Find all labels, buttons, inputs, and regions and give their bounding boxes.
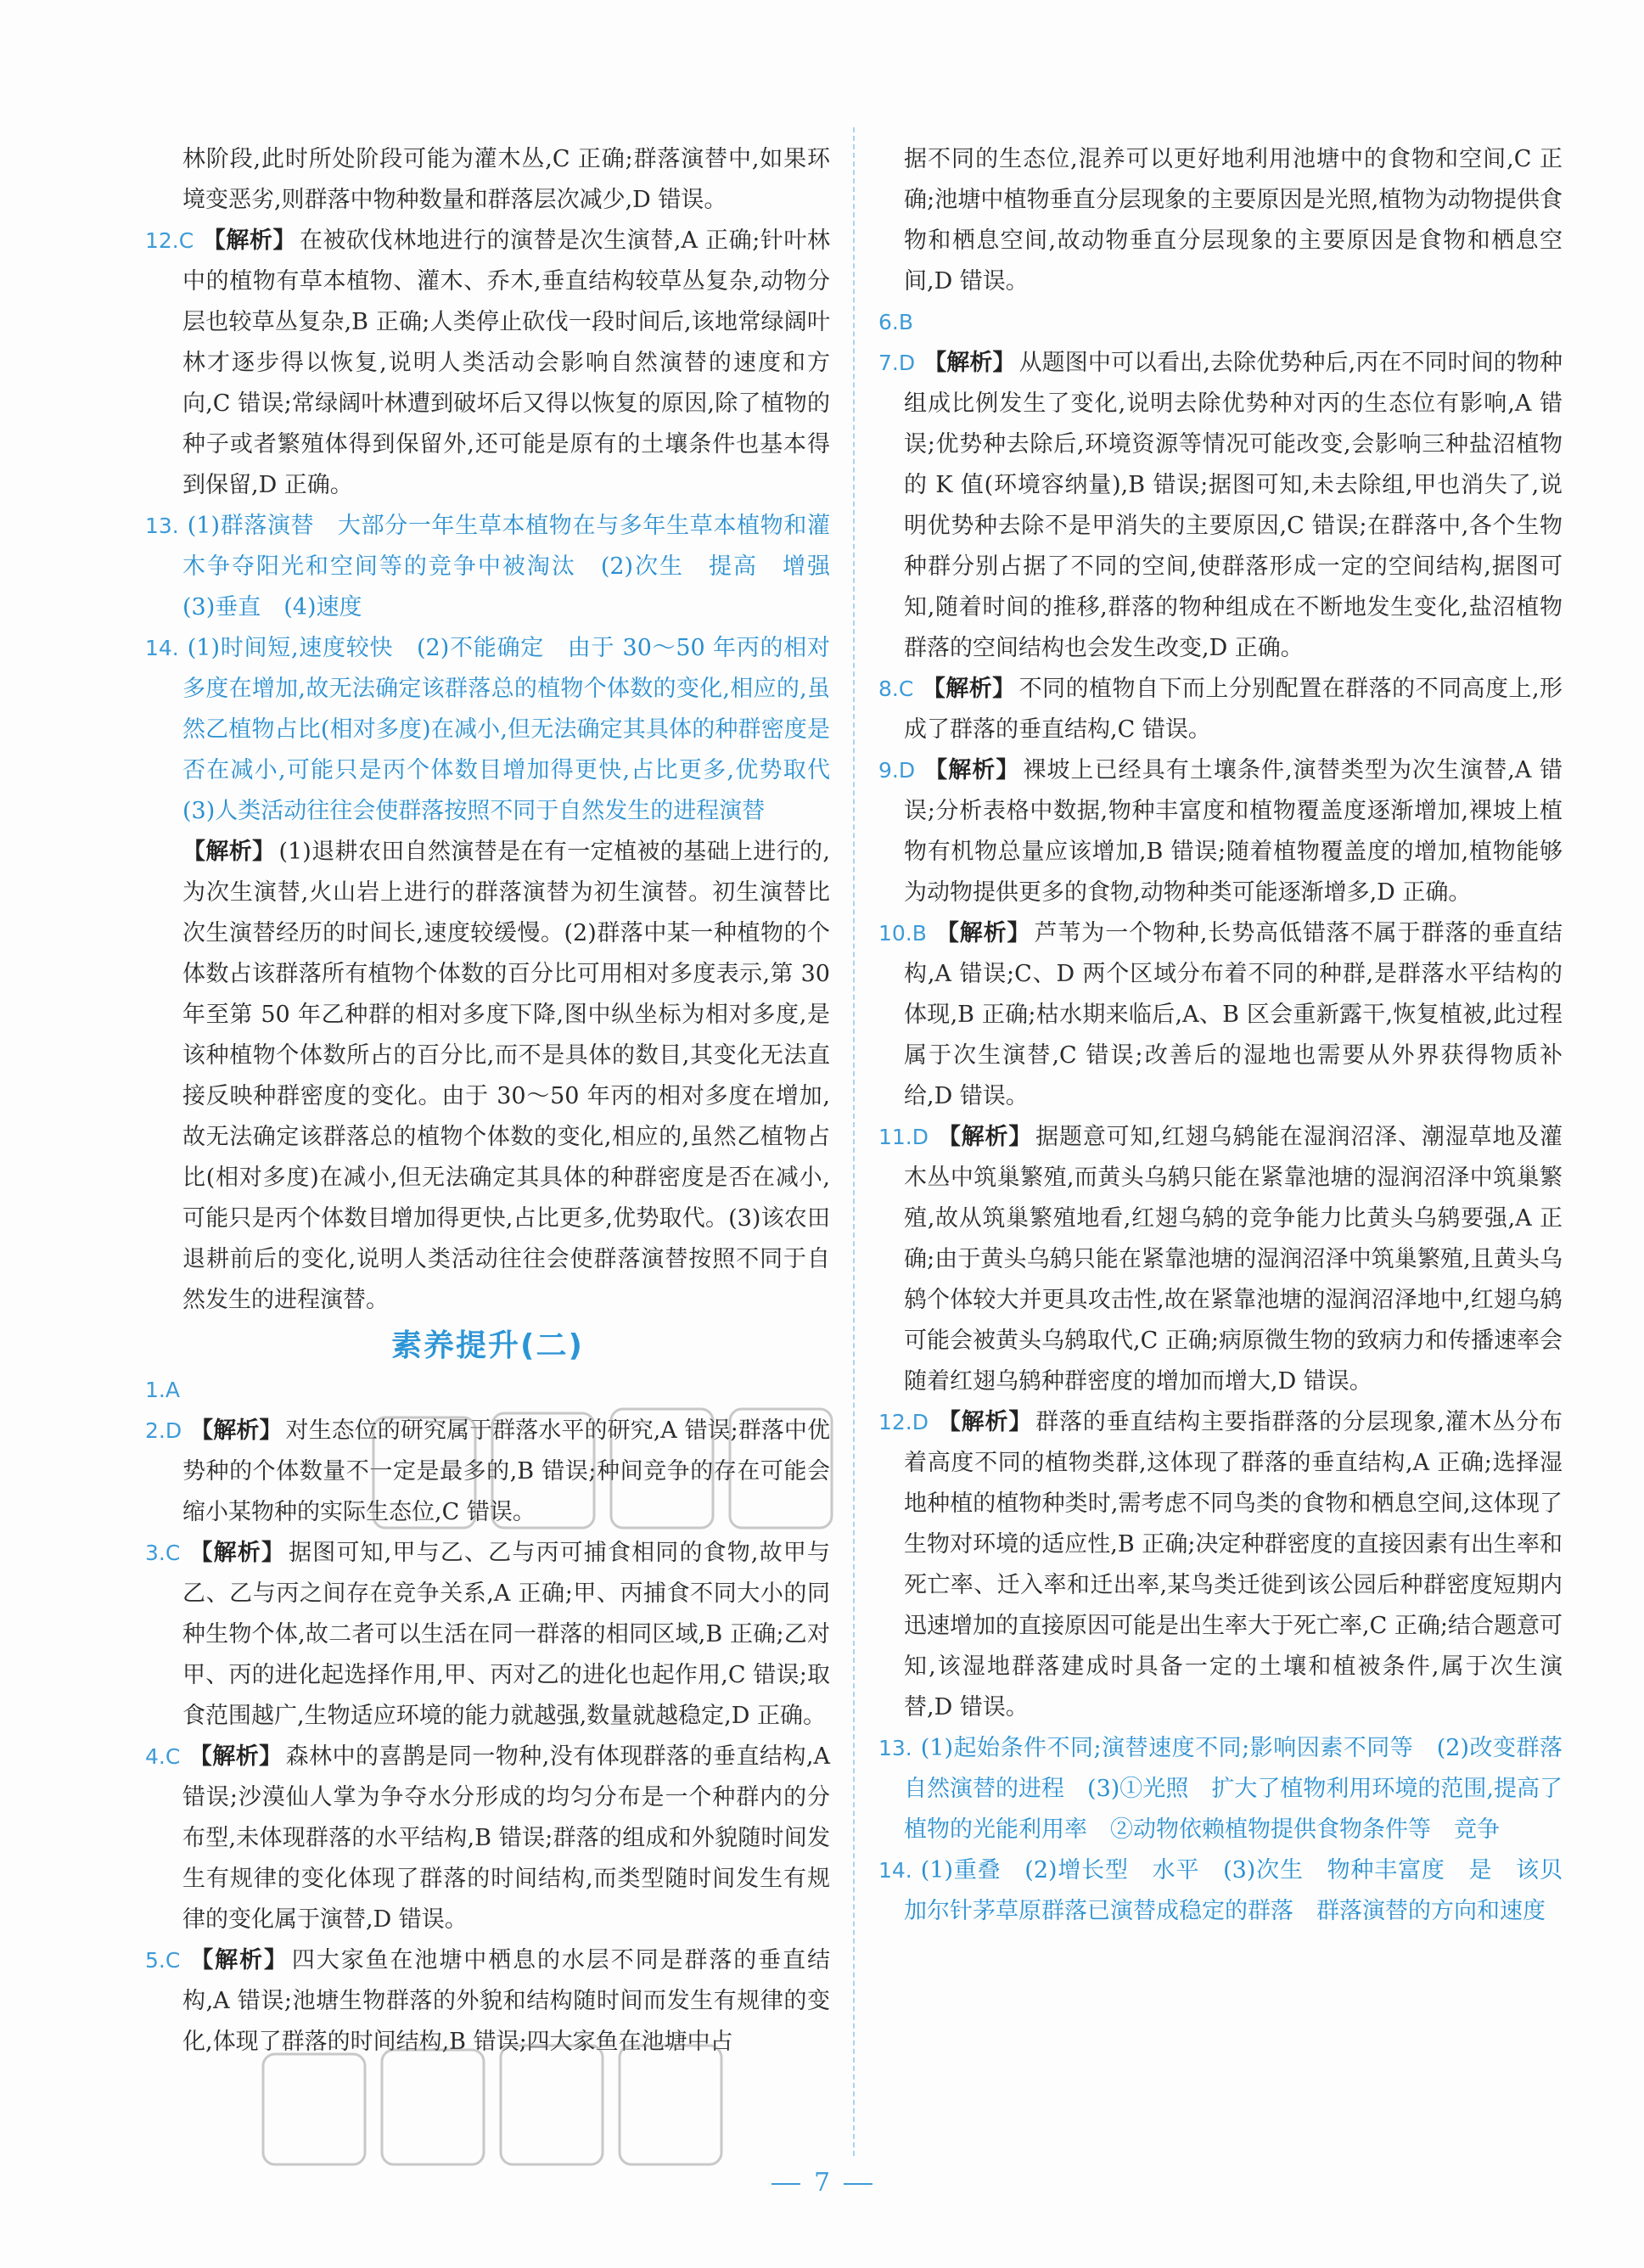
item-number: 3.C (145, 1541, 181, 1565)
answer-item (145, 221, 830, 506)
analysis-tag: 【解析】 (922, 676, 1016, 702)
left-column (145, 139, 853, 2063)
continuation-paragraph (145, 832, 830, 1321)
analysis-tag: 【解析】 (934, 920, 1031, 946)
answer-item (145, 1370, 830, 1411)
item-number: 7.D (878, 351, 916, 375)
dash-decoration (772, 2183, 800, 2185)
item-number: 4.C (145, 1744, 181, 1769)
analysis-text: 四大家鱼在池塘中栖息的水层不同是群落的垂直结构,A 错误;池塘生物群落的外貌和结构随时间而发生有规律的变化,体现了群落的时间结构,B 错误;四大家鱼在池塘中占 (182, 1947, 831, 2055)
analysis-text: 据不同的生态位,混养可以更好地利用池塘中的食物和空间,C 正确;池塘中植物垂直分层现象的主要原因是光照,植物为动物提供食物和栖息空间,故动物垂直分层现象的主要原因是食物和栖息空间,D 错误。 (904, 146, 1563, 295)
analysis-text: 芦苇为一个物种,长势高低错落不属于群落的垂直结构,A 错误;C、D 两个区域分布着不同的种群,是群落水平结构的体现,B 正确;枯水期来临后,A、B 区会重新露干,恢复植被,此过程属于次生演替,C 错误;改善后的湿地也需要从外界获得物质补给,D 错误。 (904, 920, 1563, 1109)
analysis-tag: 【解析】 (188, 1743, 283, 1770)
analysis-text: 从题图中可以看出,去除优势种后,丙在不同时间的物种组成比例发生了变化,说明去除优势种对丙的生态位有影响,A 错误;优势种去除后,环境资源等情况可能改变,会影响三种盐沼植物的 K 值(环境容纳量),B 错误;据图可知,未去除组,甲也消失了,说明优势种去除不是甲消失的主要原因,C 错误;在群落中,各个生物种群分别占据了不同的空间,使群落形成一定的空间结构,据图可知,随着时间的推移,群落的物种组成在不断地发生变化,盐沼植物群落的空间结构也会发生改变,D 正确。 (904, 350, 1563, 661)
analysis-tag: 【解析】 (937, 1124, 1033, 1150)
analysis-text: 在被砍伐林地进行的演替是次生演替,A 正确;针叶林中的植物有草本植物、灌木、乔木,垂直结构较草丛复杂,动物分层也较草丛复杂,B 正确;人类停止砍伐一段时间后,该地常绿阔叶林才逐步得以恢复,说明人类活动会影响自然演替的速度和方向,C 错误;常绿阔叶林遭到破坏后又得以恢复的原因,除了植物的种子或者繁殖体得到保留外,还可能是原有的土壤条件也基本得到保留,D 正确。 (182, 227, 830, 498)
answer-item (878, 302, 1563, 343)
analysis-text: 据图可知,甲与乙、乙与丙可捕食相同的食物,故甲与乙、乙与丙之间存在竞争关系,A 正确;甲、丙捕食不同大小的同种生物个体,故二者可以生活在同一群落的相同区域,B 正确;乙对甲、丙的进化起选择作用,甲、丙对乙的进化也起作用,C 错误;取食范围越广,生物适应环境的能力就越强,数量就越稳定,D 正确。 (182, 1540, 830, 1729)
page-number-text: 7 (813, 2168, 831, 2198)
answer-item (878, 750, 1563, 913)
item-number: 6.B (878, 310, 914, 334)
analysis-tag: 【解析】 (202, 227, 296, 254)
answer-item (878, 913, 1563, 1117)
analysis-text: 林阶段,此时所处阶段可能为灌木丛,C 正确;群落演替中,如果环境变恶劣,则群落中物种数量和群落层次减少,D 错误。 (182, 146, 830, 213)
analysis-tag: 【解析】 (188, 1540, 286, 1566)
dash-decoration (844, 2183, 872, 2185)
right-column (878, 139, 1563, 1932)
answer-item (145, 1940, 830, 2063)
item-number: 1.A (145, 1378, 180, 1402)
item-number: 13. (145, 514, 179, 538)
item-number: 8.C (878, 676, 914, 701)
answer-item (878, 1402, 1563, 1728)
item-number: 10.B (878, 921, 927, 946)
answer-text: (1)群落演替 大部分一年生草本植物在与多年生草本植物和灌木争夺阳光和空间等的竞争中被淘汰 (2)次生 提高 增强 (3)垂直 (4)速度 (182, 513, 853, 620)
continuation-paragraph (145, 139, 830, 221)
analysis-text: 森林中的喜鹊是同一物种,没有体现群落的垂直结构,A 错误;沙漠仙人掌为争夺水分形成的均匀分布是一个种群内的分布型,未体现群落的水平结构,B 错误;群落的组成和外貌随时间发生有规律的变化体现了群落的时间结构,而类型随时间发生有规律的变化属于演替,D 错误。 (182, 1743, 830, 1933)
answer-text: (1)时间短,速度较快 (2)不能确定 由于 30～50 年丙的相对多度在增加,故无法确定该群落总的植物个体数的变化,相应的,虽然乙植物占比(相对多度)在减小,但无法确定其具体的种群密度是否在减小,可能只是丙个体数目增加得更快,占比更多,优势取代 (3)人类活动往往会使群落按照不同于自然发生的进程演替 (182, 635, 853, 824)
item-number: 11.D (878, 1125, 929, 1149)
analysis-tag: 【解析】 (182, 839, 276, 865)
answer-item (145, 1411, 830, 1533)
item-number: 9.D (878, 758, 916, 783)
item-number: 14. (145, 636, 179, 660)
item-number: 13. (878, 1736, 912, 1760)
answer-item (145, 1737, 830, 1940)
analysis-text: 据题意可知,红翅乌鸫能在湿润沼泽、潮湿草地及灌木丛中筑巢繁殖,而黄头乌鸫只能在紧靠池塘的湿润沼泽中筑巢繁殖,故从筑巢繁殖地看,红翅乌鸫的竞争能力比黄头乌鸫要强,A 正确;由于黄头乌鸫只能在紧靠池塘的湿润沼泽中筑巢繁殖,且黄头乌鸫个体较大并更具攻击性,故在紧靠池塘的湿润沼泽地中,红翅乌鸫可能会被黄头乌鸫取代,C 正确;病原微生物的致病力和传播速率会随着红翅乌鸫种群密度的增加而增大,D 错误。 (904, 1124, 1563, 1395)
answer-item (145, 1533, 830, 1737)
analysis-text: 群落的垂直结构主要指群落的分层现象,灌木丛分布着高度不同的植物类群,这体现了群落的垂直结构,A 正确;选择湿地种植的植物种类时,需考虑不同鸟类的食物和栖息空间,这体现了生物对环境的适应性,B 正确;决定种群密度的直接因素有出生率和死亡率、迁入率和迁出率,某鸟类迁徙到该公园后种群密度短期内迅速增加的直接原因可能是出生率大于死亡率,C 正确;结合题意可知,该湿地群落建成时具备一定的土壤和植被条件,属于次生演替,D 错误。 (904, 1409, 1563, 1721)
page-number (0, 2166, 1644, 2200)
answer-text: (1)起始条件不同;演替速度不同;影响因素不同等 (2)改变群落自然演替的进程 (3)①光照 扩大了植物利用环境的范围,提高了植物的光能利用率 ②动物依赖植物提供食物条件等 竞争 (904, 1735, 1563, 1843)
answer-item (878, 1728, 1563, 1850)
answer-item (878, 1850, 1563, 1932)
item-number: 2.D (145, 1418, 182, 1443)
answer-item (145, 628, 853, 832)
column-divider (853, 127, 855, 2156)
continuation-paragraph (878, 139, 1563, 302)
item-number: 12.D (878, 1410, 929, 1434)
item-number: 12.C (145, 228, 194, 253)
item-number: 14. (878, 1858, 912, 1883)
analysis-tag: 【解析】 (923, 350, 1016, 376)
answer-item (878, 1117, 1563, 1402)
answer-item (878, 343, 1563, 669)
analysis-tag: 【解析】 (188, 1947, 289, 1973)
answer-item (878, 669, 1563, 750)
answer-text: (1)重叠 (2)增长型 水平 (3)次生 物种丰富度 是 该贝加尔针茅草原群落已演替成稳定的群落 群落演替的方向和速度 (904, 1857, 1563, 1924)
analysis-text: 不同的植物自下而上分别配置在群落的不同高度上,形成了群落的垂直结构,C 错误。 (904, 676, 1563, 743)
analysis-text: 对生态位的研究属于群落水平的研究,A 错误;群落中优势种的个体数量不一定是最多的,B 错误;种间竞争的存在可能会缩小某物种的实际生态位,C 错误。 (182, 1418, 831, 1525)
analysis-tag: 【解析】 (190, 1418, 283, 1444)
analysis-tag: 【解析】 (937, 1409, 1033, 1435)
section-title: 素养提升(二) (391, 1328, 584, 1363)
item-number: 5.C (145, 1948, 181, 1973)
analysis-text: (1)退耕农田自然演替是在有一定植被的基础上进行的,为次生演替,火山岩上进行的群落演替为初生演替。初生演替比次生演替经历的时间长,速度较缓慢。(2)群落中某一种植物的个体数占该群落所有植物个体数的百分比可用相对多度表示,第 30 年至第 50 年乙种群的相对多度下降,图中纵坐标为相对多度,是该种植物个体数所占的百分比,而不是具体的数目,其变化无法直接反映种群密度的变化。由于 30～50 年丙的相对多度在增加,故无法确定该群落总的植物个体数的变化,相应的,虽然乙植物占比(相对多度)在减小,但无法确定其具体的种群密度是否在减小,可能只是丙个体数目增加得更快,占比更多,优势取代。(3)该农田退耕前后的变化,说明人类活动往往会使群落演替按照不同于自然发生的进程演替。 (182, 839, 831, 1313)
analysis-tag: 【解析】 (923, 757, 1020, 783)
analysis-text: 裸坡上已经具有土壤条件,演替类型为次生演替,A 错误;分析表格中数据,物种丰富度和植物覆盖度逐渐增加,裸坡上植物有机物总量应该增加,B 错误;随着植物覆盖度的增加,植物能够为动物提供更多的食物,动物种类可能逐渐增多,D 正确。 (904, 757, 1563, 906)
answer-item (145, 506, 853, 628)
